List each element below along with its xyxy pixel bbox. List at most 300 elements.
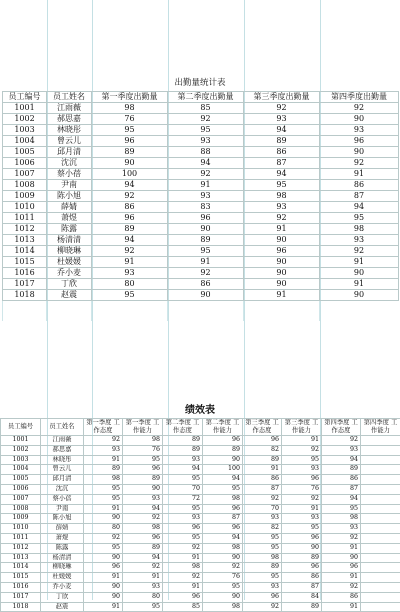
performance-cell: 93 [163,455,203,465]
attendance-column-header: 第一季度出勤量 [92,92,168,103]
attendance-cell: 85 [168,103,244,114]
attendance-cell: 1013 [3,235,47,246]
attendance-row [3,202,399,213]
performance-cell: 91 [282,436,322,446]
performance-cell: 70 [163,484,203,494]
performance-cell: 1018 [1,602,41,612]
performance-cell: 93 [123,582,163,592]
performance-cell: 76 [123,445,163,455]
attendance-cell: 98 [92,103,168,114]
performance-cell: 林晓彤 [41,455,84,465]
attendance-cell: 1012 [3,224,47,235]
performance-cell: 94 [203,533,243,543]
attendance-cell: 94 [92,235,168,246]
attendance-cell: 1017 [3,279,47,290]
performance-cell: 89 [282,602,322,612]
performance-cell: 86 [282,573,322,583]
performance-cell: 89 [163,445,203,455]
attendance-cell: 92 [320,246,399,257]
performance-cell: 86 [243,475,282,485]
performance-cell: 96 [243,436,282,446]
performance-cell: 89 [203,445,243,455]
performance-column-header: 员工编号 [1,419,41,436]
performance-cell: 江雨薇 [41,436,84,446]
performance-cell: 90 [203,455,243,465]
performance-cell: 93 [322,445,361,455]
attendance-cell: 92 [244,103,320,114]
attendance-row [3,136,399,147]
attendance-cell: 丁欣 [47,279,92,290]
attendance-cell: 91 [92,257,168,268]
attendance-row [3,169,399,180]
performance-row [1,563,400,573]
attendance-cell: 93 [168,191,244,202]
attendance-title: 出勤量统计表 [2,76,398,91]
performance-row [1,455,400,465]
performance-cell: 95 [84,494,123,504]
performance-cell: 95 [243,533,282,543]
performance-cell: 92 [123,563,163,573]
performance-cell: 蔡小蓓 [41,494,84,504]
performance-cell: 92 [243,602,282,612]
attendance-cell: 91 [320,279,399,290]
attendance-cell: 93 [168,136,244,147]
performance-cell: 95 [84,543,123,553]
performance-cell: 1005 [1,475,41,485]
attendance-cell: 邱月清 [47,147,92,158]
performance-cell: 80 [123,592,163,602]
attendance-cell: 1002 [3,114,47,125]
attendance-cell: 80 [92,279,168,290]
performance-cell [361,465,400,475]
performance-cell: 89 [163,436,203,446]
attendance-cell: 乔小麦 [47,268,92,279]
performance-cell: 沈沉 [41,484,84,494]
attendance-cell: 89 [92,224,168,235]
performance-cell: 94 [322,455,361,465]
performance-cell [361,563,400,573]
attendance-cell: 杨清清 [47,235,92,246]
performance-cell: 89 [243,455,282,465]
performance-cell: 98 [123,436,163,446]
attendance-cell: 98 [320,224,399,235]
performance-cell: 70 [243,504,282,514]
attendance-cell: 91 [320,169,399,180]
attendance-cell: 91 [320,257,399,268]
attendance-cell: 96 [168,213,244,224]
attendance-cell: 96 [92,213,168,224]
performance-cell: 93 [243,514,282,524]
attendance-table [2,91,399,321]
attendance-cell: 96 [92,136,168,147]
attendance-header-row [3,92,399,103]
performance-cell: 100 [203,465,243,475]
performance-cell: 1016 [1,582,41,592]
attendance-cell: 90 [320,114,399,125]
performance-cell [361,436,400,446]
attendance-row [3,125,399,136]
performance-cell [361,514,400,524]
attendance-cell: 95 [168,246,244,257]
performance-cell: 94 [322,494,361,504]
performance-cell: 98 [84,475,123,485]
attendance-cell: 91 [168,180,244,191]
performance-cell: 95 [282,455,322,465]
performance-cell: 尹南 [41,504,84,514]
performance-row [1,465,400,475]
attendance-row [3,191,399,202]
attendance-cell: 1018 [3,290,47,301]
attendance-cell: 86 [92,202,168,213]
performance-column-header: 第三季度 工作态度 [243,419,282,436]
performance-cell: 1008 [1,504,41,514]
empty-row [3,311,399,321]
performance-cell: 89 [123,543,163,553]
performance-cell: 萧煜 [41,533,84,543]
attendance-row [3,158,399,169]
attendance-cell: 95 [244,180,320,191]
attendance-cell: 92 [320,103,399,114]
performance-cell: 杨清清 [41,553,84,563]
attendance-cell: 94 [244,125,320,136]
attendance-cell: 90 [320,268,399,279]
performance-cell: 85 [163,602,203,612]
attendance-cell: 江雨薇 [47,103,92,114]
attendance-column-header: 员工姓名 [47,92,92,103]
performance-cell: 89 [282,553,322,563]
attendance-cell: 86 [320,180,399,191]
performance-cell [361,524,400,534]
performance-cell: 90 [203,553,243,563]
performance-cell: 96 [84,563,123,573]
attendance-sheet [2,76,398,321]
attendance-row [3,147,399,158]
performance-cell: 1013 [1,553,41,563]
attendance-cell: 赵震 [47,290,92,301]
attendance-row [3,279,399,290]
attendance-cell: 83 [168,202,244,213]
performance-cell: 93 [282,465,322,475]
attendance-column-header: 第三季度出勤量 [244,92,320,103]
attendance-cell: 陈小旭 [47,191,92,202]
performance-cell: 92 [163,573,203,583]
attendance-cell: 林晓彤 [47,125,92,136]
performance-cell: 95 [282,524,322,534]
performance-cell: 87 [243,484,282,494]
performance-header-row [1,419,400,436]
performance-cell: 1017 [1,592,41,602]
attendance-cell: 93 [244,114,320,125]
performance-cell: 96 [163,592,203,602]
performance-cell: 1002 [1,445,41,455]
performance-cell: 96 [282,475,322,485]
attendance-cell: 1016 [3,268,47,279]
attendance-cell: 95 [92,125,168,136]
attendance-cell: 90 [168,224,244,235]
performance-cell: 1014 [1,563,41,573]
performance-cell: 91 [163,553,203,563]
attendance-cell: 94 [168,158,244,169]
attendance-cell: 90 [320,147,399,158]
attendance-cell: 92 [168,169,244,180]
performance-column-header: 第一季度 工作态度 [84,419,123,436]
attendance-cell: 92 [92,191,168,202]
performance-cell [361,475,400,485]
attendance-cell: 1009 [3,191,47,202]
attendance-row [3,268,399,279]
attendance-cell: 沈沉 [47,158,92,169]
attendance-cell: 90 [168,290,244,301]
performance-cell: 91 [163,582,203,592]
performance-cell: 91 [123,573,163,583]
attendance-cell: 89 [92,147,168,158]
attendance-cell: 89 [244,136,320,147]
performance-cell: 95 [243,543,282,553]
performance-cell: 95 [123,602,163,612]
performance-cell [361,543,400,553]
performance-cell: 91 [84,504,123,514]
performance-cell: 98 [163,563,203,573]
performance-cell: 91 [243,465,282,475]
performance-cell: 98 [322,514,361,524]
performance-cell: 92 [322,436,361,446]
attendance-cell: 90 [244,268,320,279]
performance-cell: 1012 [1,543,41,553]
performance-cell: 曾云儿 [41,465,84,475]
performance-row [1,445,400,455]
performance-cell: 87 [322,484,361,494]
attendance-cell: 91 [244,224,320,235]
attendance-cell: 1007 [3,169,47,180]
attendance-cell: 蔡小蓓 [47,169,92,180]
attendance-cell: 92 [168,114,244,125]
performance-cell: 90 [322,553,361,563]
performance-cell: 89 [322,465,361,475]
performance-row [1,592,400,602]
attendance-column-header: 员工编号 [3,92,47,103]
performance-column-header: 第二季度 工作态度 [163,419,203,436]
performance-row [1,543,400,553]
attendance-cell: 93 [244,202,320,213]
performance-cell: 90 [84,553,123,563]
performance-cell: 82 [243,445,282,455]
performance-cell: 96 [243,592,282,602]
performance-cell: 98 [203,602,243,612]
performance-column-header: 员工姓名 [41,419,84,436]
performance-cell: 90 [203,592,243,602]
performance-cell: 90 [123,484,163,494]
attendance-cell: 93 [320,125,399,136]
attendance-cell: 1001 [3,103,47,114]
attendance-cell: 91 [168,257,244,268]
performance-row [1,524,400,534]
attendance-cell: 90 [244,279,320,290]
performance-cell: 92 [84,436,123,446]
attendance-cell: 87 [244,158,320,169]
attendance-cell: 92 [168,268,244,279]
performance-cell: 98 [203,543,243,553]
performance-cell: 76 [203,573,243,583]
attendance-cell: 曾云儿 [47,136,92,147]
attendance-cell: 95 [320,213,399,224]
attendance-row [3,103,399,114]
attendance-cell: 94 [92,180,168,191]
attendance-row [3,235,399,246]
performance-cell: 95 [322,504,361,514]
performance-row [1,553,400,563]
performance-cell: 1007 [1,494,41,504]
performance-cell: 90 [84,592,123,602]
performance-cell: 94 [123,504,163,514]
attendance-cell: 1014 [3,246,47,257]
performance-cell: 96 [203,504,243,514]
performance-cell: 90 [282,543,322,553]
attendance-cell: 1006 [3,158,47,169]
performance-cell: 邱月清 [41,475,84,485]
performance-cell: 76 [282,484,322,494]
performance-cell: 80 [84,524,123,534]
attendance-cell: 1005 [3,147,47,158]
performance-row [1,582,400,592]
performance-cell: 93 [322,524,361,534]
performance-column-header: 第三季度 工作能力 [282,419,322,436]
performance-cell: 98 [123,524,163,534]
performance-sheet [0,404,400,612]
attendance-cell: 1010 [3,202,47,213]
performance-table [0,418,400,612]
performance-cell: 1003 [1,455,41,465]
attendance-cell: 92 [244,213,320,224]
performance-cell: 95 [203,484,243,494]
performance-cell: 89 [243,563,282,573]
performance-cell: 95 [163,504,203,514]
attendance-cell: 95 [168,125,244,136]
attendance-cell: 87 [320,191,399,202]
performance-cell: 1010 [1,524,41,534]
attendance-cell: 94 [320,202,399,213]
attendance-cell: 1004 [3,136,47,147]
performance-column-header: 第二季度 工作能力 [203,419,243,436]
performance-cell [361,484,400,494]
performance-cell: 84 [282,592,322,602]
performance-cell: 86 [322,475,361,485]
performance-cell: 丁欣 [41,592,84,602]
performance-cell: 92 [123,514,163,524]
performance-cell: 94 [123,553,163,563]
performance-cell: 93 [282,514,322,524]
performance-cell: 89 [123,475,163,485]
performance-cell: 92 [203,563,243,573]
performance-cell: 72 [163,494,203,504]
attendance-column-header: 第二季度出勤量 [168,92,244,103]
performance-cell: 92 [322,533,361,543]
attendance-cell: 1008 [3,180,47,191]
performance-cell: 柳晓琳 [41,563,84,573]
performance-cell: 91 [282,504,322,514]
attendance-cell: 89 [168,235,244,246]
performance-cell: 91 [84,573,123,583]
performance-cell: 96 [322,563,361,573]
attendance-cell: 薛婧 [47,202,92,213]
performance-row [1,533,400,543]
performance-title: 绩效表 [0,404,400,418]
attendance-cell: 萧煜 [47,213,92,224]
performance-cell: 郝思嘉 [41,445,84,455]
attendance-cell: 96 [244,246,320,257]
performance-cell [361,445,400,455]
performance-cell: 89 [84,465,123,475]
attendance-cell: 柳晓琳 [47,246,92,257]
performance-cell: 95 [163,533,203,543]
attendance-cell: 杜媛媛 [47,257,92,268]
performance-cell: 95 [163,475,203,485]
attendance-cell: 91 [244,290,320,301]
performance-cell: 96 [282,533,322,543]
attendance-column-header: 第四季度出勤量 [320,92,399,103]
performance-cell [361,553,400,563]
performance-cell: 91 [322,573,361,583]
performance-cell: 93 [243,582,282,592]
attendance-cell: 93 [320,235,399,246]
performance-row [1,484,400,494]
performance-cell: 95 [243,573,282,583]
performance-row [1,494,400,504]
performance-cell: 93 [163,514,203,524]
attendance-cell: 90 [320,290,399,301]
performance-cell: 94 [203,475,243,485]
attendance-cell: 93 [92,268,168,279]
performance-column-header: 第四季度 工作能力 [361,419,400,436]
performance-cell: 赵震 [41,602,84,612]
performance-cell: 96 [203,524,243,534]
performance-cell [361,592,400,602]
performance-row [1,504,400,514]
performance-cell: 96 [163,524,203,534]
performance-cell [361,602,400,612]
performance-cell: 96 [203,436,243,446]
performance-row [1,573,400,583]
performance-cell: 91 [322,543,361,553]
performance-cell: 92 [243,494,282,504]
performance-cell: 91 [84,602,123,612]
attendance-cell: 1003 [3,125,47,136]
performance-cell: 1011 [1,533,41,543]
performance-cell: 杜媛媛 [41,573,84,583]
attendance-cell: 86 [168,279,244,290]
performance-cell: 95 [84,484,123,494]
performance-row [1,475,400,485]
performance-cell: 陈小旭 [41,514,84,524]
performance-cell: 1001 [1,436,41,446]
attendance-cell: 92 [320,158,399,169]
performance-row [1,602,400,612]
performance-cell: 95 [203,582,243,592]
attendance-cell: 郝思嘉 [47,114,92,125]
performance-cell: 91 [322,602,361,612]
performance-cell: 95 [123,455,163,465]
performance-cell: 93 [123,494,163,504]
performance-cell: 1015 [1,573,41,583]
performance-cell: 92 [282,445,322,455]
performance-cell [361,494,400,504]
performance-cell: 陈露 [41,543,84,553]
attendance-cell: 96 [320,136,399,147]
performance-cell: 93 [84,445,123,455]
attendance-cell: 92 [92,246,168,257]
attendance-cell: 1011 [3,213,47,224]
attendance-row [3,224,399,235]
performance-cell [361,582,400,592]
